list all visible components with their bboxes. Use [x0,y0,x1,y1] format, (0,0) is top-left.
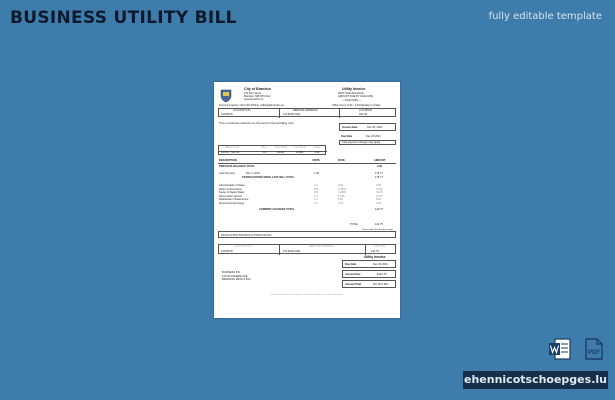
site-domain-badge[interactable]: ehennicotschoepges.lu [463,371,608,389]
stub-col-amount: AMOUNT [374,245,386,248]
prev-balance-label: PREVIOUS BALANCE TOTAL [219,165,255,168]
stub-due-label: Due Date [345,263,357,266]
office-hours: Office hours: 8:30 - 4:30 Monday to Friday [332,104,381,107]
charge-amount: 67.95 [376,187,383,191]
last-payment-units: 1.00 [314,172,320,175]
service-label: SERVICE ADDRESS [293,109,318,112]
word-file-icon[interactable] [548,338,572,360]
charge-units: 1.0 [314,202,318,205]
charge-desc: Environmental charge [219,202,245,205]
city-address-2: Brandon, MB R7A 6A4 [244,95,271,98]
city-name: City of Brandon [244,87,271,91]
transactions-label: TRANSACTIONS SINCE LAST BILL TOTAL [242,176,295,179]
invoice-line-2: AMOUNT DUE BY DUE DATE [338,95,374,98]
city-contact: Account inquiries: 204-729-2400 E: utilities@brandon.ca [219,104,284,107]
service-value: 123 MAIN AVE [283,113,301,116]
stub-val-service: 123 MAIN AVE [283,250,301,253]
period-col-curr: Curr Read [294,146,306,149]
charge-units: 1.0 [314,194,318,198]
amount-due-value: $142.75 [377,273,387,276]
late-fee-note: Late payment charges may apply [339,140,396,145]
amount-paid-value: DO NOT PAY [373,283,389,286]
charge-desc: Sewer & Waste Water [219,191,245,195]
last-payment-label: Last Payment [219,172,235,175]
charge-rate: 12.50 [338,194,345,198]
total-value: 142.75 [375,223,383,226]
stub-col-account: ACCOUNT NO. [234,245,253,248]
transactions-total: 176.77 [375,176,383,179]
city-address-3: www.brandon.ca [244,98,264,101]
page-subtitle: fully editable template [488,11,602,22]
customer-line-2: 123 ANYWHERE AVE [222,274,248,278]
city-crest-logo [219,88,233,102]
invoice-line-3: — DUE DATE — [342,99,362,102]
charge-desc: Water Consumption [219,187,242,191]
charge-amount: 6.95 [376,184,382,187]
customer-line-3: BRANDON MB R7A 6A4 [222,278,251,281]
barcode-strip: 0000123456780000014275006202021 [218,231,396,238]
stub-val-amount: 142.75 [371,250,379,253]
period-col-days: Days [261,146,267,149]
invoice-line-1: PAST DUE BALANCE [338,92,364,95]
charge-rate: 4.00 [338,202,344,205]
charge-amount: 4.00 [376,202,382,205]
account-value: 12345678 [221,113,233,116]
charge-units: 1.0 [314,184,318,187]
check-note: Please allow five business days [362,229,393,231]
billing-notice: This is a business statement for the period of the last billing cycle. [219,122,295,125]
period-col-cycle: Billing Cycle [225,146,240,149]
amount-paid-label: Amount Paid [345,283,361,286]
charge-rate: 6.95 [338,184,344,187]
col-description: DESCRIPTION [219,159,237,162]
period-table [218,145,326,155]
amount-due-box [342,270,396,278]
stub-val-account: 12345678 [221,250,233,253]
amount-paid-box [342,280,396,288]
current-charges-value: 142.75 [375,208,383,211]
charge-units: 150 [314,191,319,195]
charge-units: 1.0 [314,198,318,202]
period-val-cycle: Oct 30 - Nov 30 [221,151,240,154]
charge-desc: Wastewater infrastructure [219,198,249,202]
invoice-date-value: Nov 30, 2021 [367,126,383,129]
pdf-file-icon[interactable] [582,338,606,360]
current-charges-label: CURRENT CHARGES TOTAL [259,208,295,211]
invoice-date-box [339,123,396,131]
charge-rate: 8.00 [338,198,344,202]
stub-title: Utility Invoice [364,255,386,259]
account-label: ACCOUNT NO. [233,109,252,112]
period-val-prev: 12410 [277,151,285,154]
invoice-date-label: Invoice Date [342,126,358,129]
charge-rate: 0.2890 [338,191,346,195]
city-address-1: 123 Elm Street [244,92,262,95]
page-title: BUSINESS UTILITY BILL [10,8,237,28]
col-amount: AMOUNT [374,159,386,162]
account-row [218,108,396,117]
prev-balance-value: 0.00 [377,165,383,168]
charge-amount: 12.50 [376,194,383,198]
footer-note: Return this portion with payment. Cheques payable to the City of Brandon. [271,294,343,296]
charge-desc: Administration Charge [219,184,245,187]
charge-rate: 0.4530 [338,187,346,191]
charge-amount: 8.00 [376,198,382,202]
stub-col-service: SERVICE ADDRESS [309,245,334,248]
amount-due-label: Amount Due [345,273,361,276]
period-col-usage: Usage [313,146,321,149]
location-value: 001-02 [359,113,368,116]
col-units: UNITS [312,159,320,162]
location-label: LOCATION [359,109,373,112]
period-val-curr: 12560 [296,151,304,154]
last-payment-amount: 176.77 [375,172,383,175]
period-val-usage: 150 [315,151,320,154]
charge-desc: Storm water service [219,194,242,198]
col-rate: RATE [338,159,345,162]
bill-document [214,82,400,318]
due-date-value: Dec 20 2021 [366,135,381,138]
charge-units: 150 [314,187,319,191]
stub-due-box [342,260,396,268]
due-date-label: Due Date [341,135,353,138]
stub-due-value: Dec 20 2021 [373,263,388,266]
invoice-title: Utility Invoice [342,87,366,91]
charge-amount: 43.35 [376,191,383,195]
pdf-icon-label: PDF [588,350,600,356]
period-col-prev: Prev Read [275,146,288,149]
last-payment-date: Nov 1, 2021 [246,172,260,175]
customer-line-1: BUSINESS INC [222,271,241,274]
stub-table [218,244,396,254]
period-val-days: 31 [263,151,266,154]
total-label: TOTAL [350,223,359,226]
